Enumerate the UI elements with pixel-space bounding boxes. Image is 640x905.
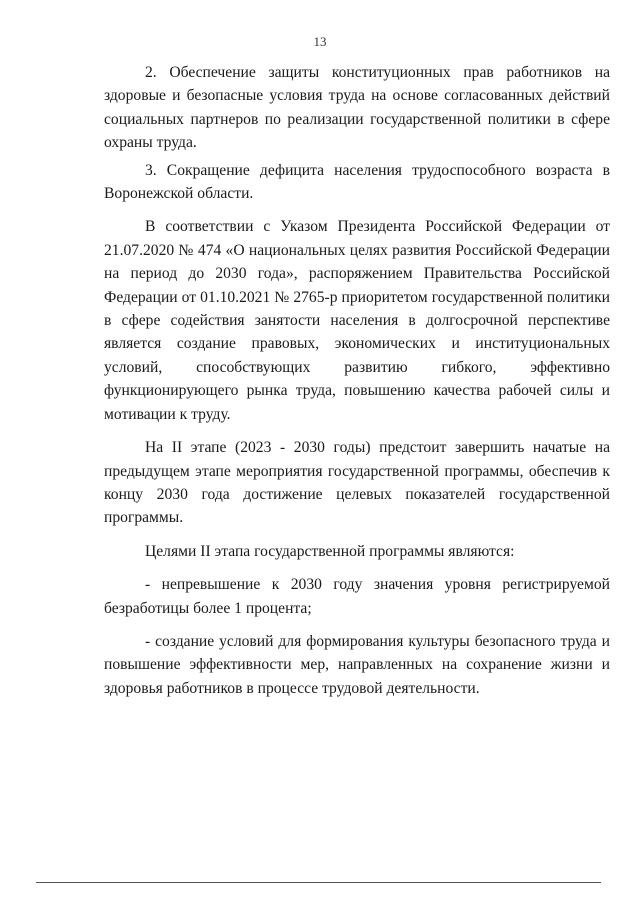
paragraph-goals-heading: Целями II этапа государственной программы являются: bbox=[145, 542, 515, 560]
list-item-safe-labor: - создание условий для формирования культуры безопасного труда и повышение эффективности мер, направленных на сохранение жизни и здоровья работников в процессе трудовой деятельности. bbox=[104, 632, 610, 697]
paragraph-stage-two: На II этапе (2023 - 2030 годы) предстоит завершить начатые на предыдущем этапе мероприятия государственной программы, обеспечив к концу 2030 года достижение целевых показателей государственной программы. bbox=[104, 439, 610, 527]
page-bottom-divider bbox=[36, 882, 601, 883]
paragraph-goal-3: 3. Сокращение дефицита населения трудоспособного возраста в Воронежской области. bbox=[104, 161, 610, 203]
page-number: 13 bbox=[313, 34, 327, 49]
document-body bbox=[104, 61, 610, 700]
paragraph-goal-2: 2. Обеспечение защиты конституционных прав работников на здоровые и безопасные условия труда на основе согласованных действий социальных партнеров по реализации государственной политики в сфере охраны труда. bbox=[104, 64, 610, 152]
list-item-unemployment: - непревышение к 2030 году значения уровня регистрируемой безработицы более 1 процента; bbox=[104, 576, 610, 617]
paragraph-decree-reference: В соответствии с Указом Президента Российской Федерации от 21.07.2020 № 474 «О национальных целях развития Российской Федерации на период до 2030 года», распоряжением Правительства Российской Федерации от 01.10.2021 № 2765-р приоритетом государственной политики в сфере содействия занятости населения в долгосрочной перспективе является создание правовых, экономических и институциональных условий, способствующих развитию гибкого, эффективно функционирующего рынка труда, повышению качества рабочей силы и мотивации к труду. bbox=[104, 218, 610, 423]
